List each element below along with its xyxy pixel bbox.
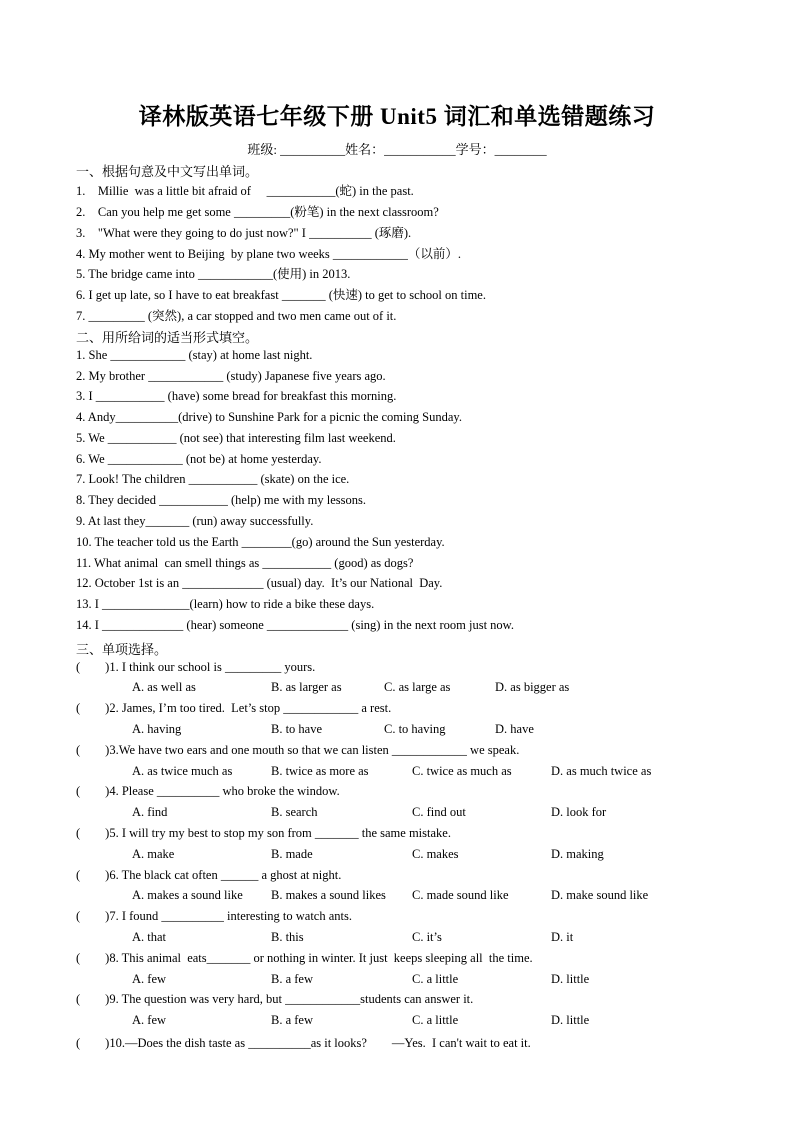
s2-item-13: 13. I ______________(learn) how to ride a bike these days.: [76, 597, 375, 611]
q7-option-c: C. it’s: [412, 930, 442, 944]
q7-stem: ( )7. I found __________ interesting to watch ants.: [76, 909, 352, 923]
q1-option-a: A. as well as: [132, 680, 196, 694]
s1-item-1: 1. Millie was a little bit afraid of ___________(蛇) in the past.: [76, 184, 414, 198]
q4-option-b: B. search: [271, 805, 318, 819]
section1-heading: 一、根据句意及中文写出单词。: [76, 164, 259, 179]
q5-option-a: A. make: [132, 847, 175, 861]
q2-stem: ( )2. James, I’m too tired. Let’s stop ____________ a rest.: [76, 701, 392, 715]
s2-item-4: 4. Andy__________(drive) to Sunshine Park for a picnic the coming Sunday.: [76, 410, 462, 424]
s2-item-7: 7. Look! The children ___________ (skate) on the ice.: [76, 472, 350, 486]
s2-item-9: 9. At last they_______ (run) away successfully.: [76, 514, 314, 528]
q1-option-c: C. as large as: [384, 680, 451, 694]
q3-option-d: D. as much twice as: [551, 764, 652, 778]
s2-item-5: 5. We ___________ (not see) that interesting film last weekend.: [76, 431, 396, 445]
q2-option-d: D. have: [495, 722, 534, 736]
q6-stem: ( )6. The black cat often ______ a ghost at night.: [76, 868, 342, 882]
q8-option-d: D. little: [551, 972, 590, 986]
q9-option-c: C. a little: [412, 1013, 459, 1027]
q2-option-c: C. to having: [384, 722, 446, 736]
q3-stem: ( )3.We have two ears and one mouth so that we can listen ____________ we speak.: [76, 743, 520, 757]
s1-item-2: 2. Can you help me get some _________(粉笔) in the next classroom?: [76, 205, 439, 219]
s1-item-5: 5. The bridge came into ____________(使用) in 2013.: [76, 267, 351, 281]
q4-option-c: C. find out: [412, 805, 466, 819]
q5-option-c: C. makes: [412, 847, 459, 861]
q6-option-c: C. made sound like: [412, 888, 509, 902]
q10-stem: ( )10.—Does the dish taste as __________as it looks? —Yes. I can't wait to eat it.: [76, 1036, 531, 1050]
s2-item-3: 3. I ___________ (have) some bread for breakfast this morning.: [76, 389, 397, 403]
q8-stem: ( )8. This animal eats_______ or nothing in winter. It just keeps sleeping all the time.: [76, 951, 533, 965]
q5-option-d: D. making: [551, 847, 604, 861]
q9-option-d: D. little: [551, 1013, 590, 1027]
s1-item-3: 3. "What were they going to do just now?" I __________ (琢磨).: [76, 226, 412, 240]
s2-item-2: 2. My brother ____________ (study) Japanese five years ago.: [76, 369, 386, 383]
s2-item-12: 12. October 1st is an _____________ (usual) day. It’s our National Day.: [76, 576, 443, 590]
s1-item-6: 6. I get up late, so I have to eat breakfast _______ (快速) to get to school on time.: [76, 288, 486, 302]
student-info-line: 班级: __________姓名：___________学号：________: [247, 142, 547, 157]
section2-heading: 二、用所给词的适当形式填空。: [76, 330, 259, 345]
s2-item-8: 8. They decided ___________ (help) me with my lessons.: [76, 493, 367, 507]
section3-heading: 三、单项选择。: [76, 642, 168, 657]
s2-item-14: 14. I _____________ (hear) someone _____________ (sing) in the next room just now.: [76, 618, 515, 632]
q9-option-b: B. a few: [271, 1013, 313, 1027]
q6-option-a: A. makes a sound like: [132, 888, 243, 902]
q6-option-d: D. make sound like: [551, 888, 649, 902]
q4-stem: ( )4. Please __________ who broke the window.: [76, 784, 340, 798]
q5-stem: ( )5. I will try my best to stop my son from _______ the same mistake.: [76, 826, 451, 840]
s2-item-6: 6. We ____________ (not be) at home yesterday.: [76, 452, 322, 466]
q9-option-a: A. few: [132, 1013, 167, 1027]
q3-option-a: A. as twice much as: [132, 764, 233, 778]
q7-option-d: D. it: [551, 930, 574, 944]
q9-stem: ( )9. The question was very hard, but ____________students can answer it.: [76, 992, 474, 1006]
q7-option-a: A. that: [132, 930, 167, 944]
q1-stem: ( )1. I think our school is _________ yours.: [76, 660, 316, 674]
s1-item-4: 4. My mother went to Beijing by plane two weeks ____________（以前）.: [76, 247, 462, 261]
q6-option-b: B. makes a sound likes: [271, 888, 386, 902]
q1-option-d: D. as bigger as: [495, 680, 570, 694]
q8-option-a: A. few: [132, 972, 167, 986]
s1-item-7: 7. _________ (突然), a car stopped and two men came out of it.: [76, 309, 397, 323]
q1-option-b: B. as larger as: [271, 680, 342, 694]
s2-item-11: 11. What animal can smell things as ___________ (good) as dogs?: [76, 556, 414, 570]
q5-option-b: B. made: [271, 847, 313, 861]
s2-item-10: 10. The teacher told us the Earth ________(go) around the Sun yesterday.: [76, 535, 445, 549]
s2-item-1: 1. She ____________ (stay) at home last night.: [76, 348, 313, 362]
q2-option-b: B. to have: [271, 722, 323, 736]
q4-option-a: A. find: [132, 805, 168, 819]
q3-option-c: C. twice as much as: [412, 764, 512, 778]
q8-option-b: B. a few: [271, 972, 313, 986]
q8-option-c: C. a little: [412, 972, 459, 986]
q7-option-b: B. this: [271, 930, 304, 944]
q2-option-a: A. having: [132, 722, 182, 736]
document-title: 译林版英语七年级下册 Unit5 词汇和单选错题练习: [138, 104, 656, 129]
q4-option-d: D. look for: [551, 805, 607, 819]
q3-option-b: B. twice as more as: [271, 764, 369, 778]
